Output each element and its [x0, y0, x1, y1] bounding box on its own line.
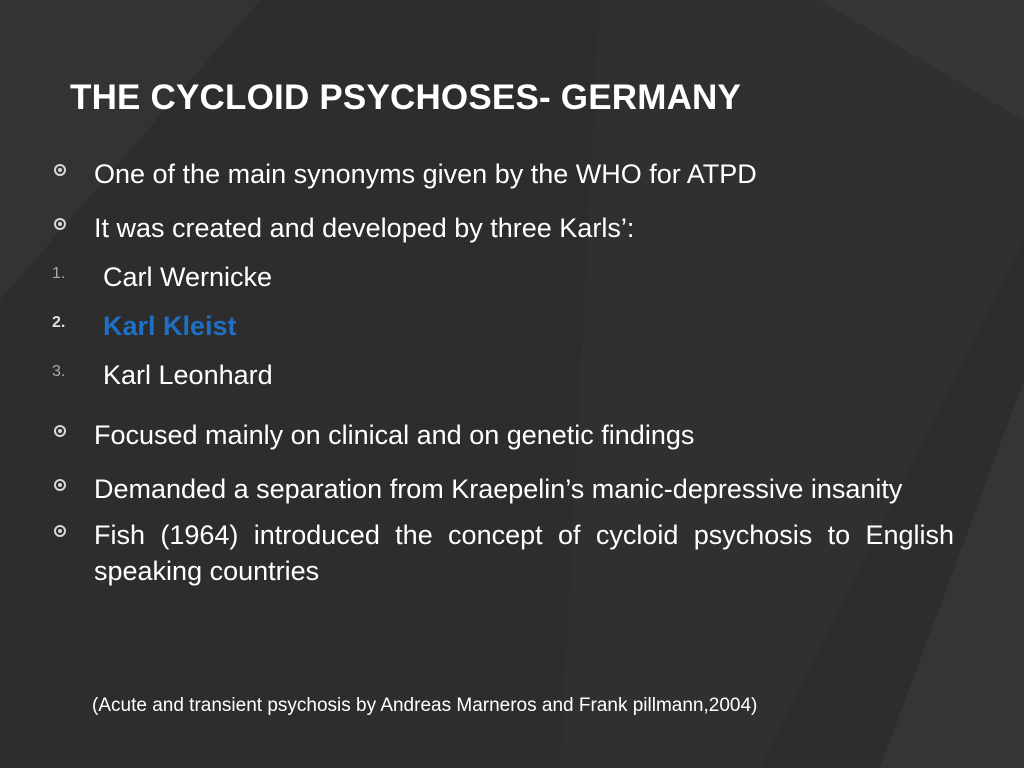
circled-dot-bullet-icon [54, 218, 66, 230]
item-number: 2. [52, 314, 66, 331]
bullet-item [48, 417, 954, 453]
bullet-text: One of the main synonyms given by the WHO for ATPD [94, 159, 757, 189]
numbered-item [48, 259, 954, 295]
bullet-item [48, 517, 954, 589]
numbered-text-highlighted: Karl Kleist [103, 311, 237, 341]
slide-title: THE CYCLOID PSYCHOSES- GERMANY [70, 78, 742, 117]
bullet-item [48, 210, 954, 246]
bullet-text: Demanded a separation from Kraepelin’s manic-depressive insanity [94, 474, 903, 504]
numbered-text: Karl Leonhard [103, 360, 273, 390]
circled-dot-bullet-icon [54, 525, 66, 537]
item-number: 3. [52, 363, 66, 380]
circled-dot-bullet-icon [54, 425, 66, 437]
circled-dot-bullet-icon [54, 479, 66, 491]
bullet-text: It was created and developed by three Karls’: [94, 213, 635, 243]
citation: (Acute and transient psychosis by Andreas Marneros and Frank pillmann,2004) [92, 695, 758, 716]
bullet-text: Focused mainly on clinical and on genetic findings [94, 420, 695, 450]
numbered-text: Carl Wernicke [103, 262, 273, 292]
numbered-item-highlighted [48, 308, 954, 344]
item-number: 1. [52, 265, 66, 282]
bullet-text: Fish (1964) introduced the concept of cycloid psychosis to English speaking countries [94, 520, 954, 586]
bullet-item [48, 471, 954, 507]
slide-content [48, 156, 954, 589]
bullet-item [48, 156, 954, 192]
circled-dot-bullet-icon [54, 164, 66, 176]
numbered-item [48, 357, 954, 393]
